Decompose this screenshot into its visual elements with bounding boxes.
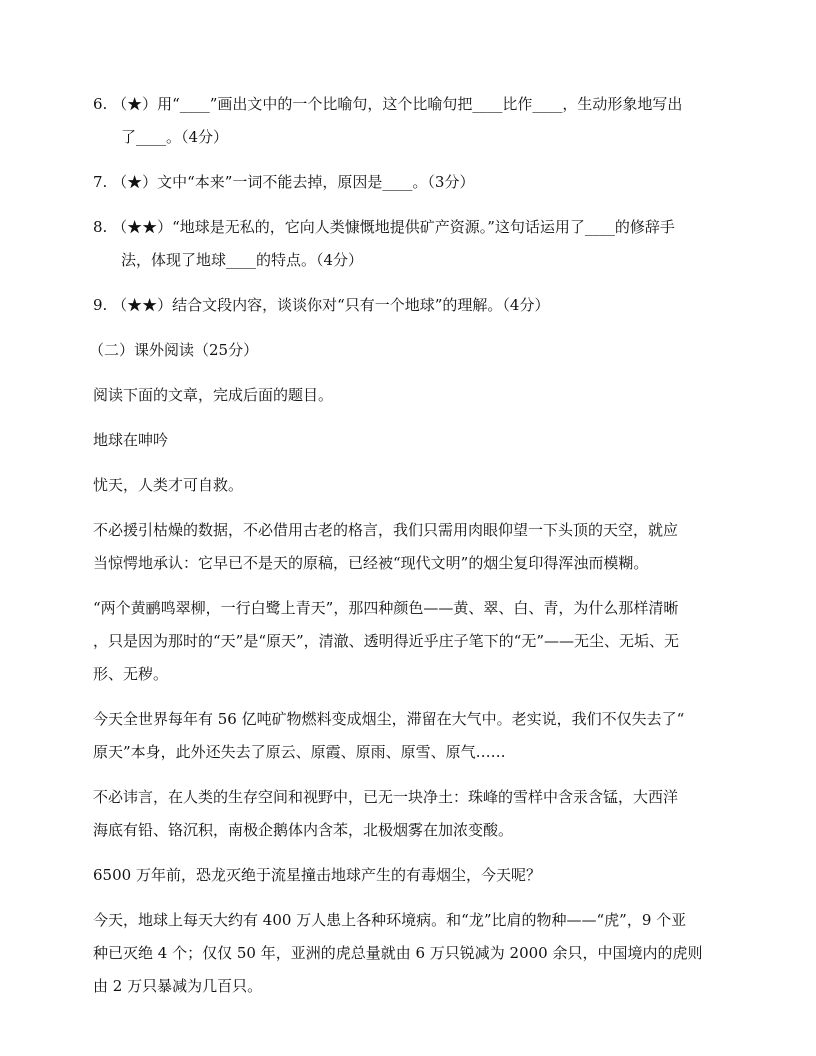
article-paragraph [93, 859, 733, 892]
paragraph-line: 今天，地球上每天大约有 400 万人患上各种环境病。和“龙”比肩的物种——“虎”，9 个亚 [93, 911, 687, 929]
document-content [89, 88, 733, 1015]
paragraph-line: 不必讳言，在人类的生存空间和视野中，已无一块净土：珠峰的雪样中含汞含锰，大西洋 [93, 788, 679, 806]
question-9-line-1: 9. （★★）结合文段内容，谈谈你对“只有一个地球”的理解。（4分） [93, 296, 550, 314]
section-heading: （二）课外阅读（25分） [89, 341, 259, 359]
paragraph-line: 不必援引枯燥的数据，不必借用古老的格言，我们只需用肉眼仰望一下头顶的天空，就应 [93, 521, 679, 539]
paragraph-line: 忧天，人类才可自救。 [93, 476, 244, 494]
paragraph-line: 当惊愕地承认：它早已不是天的原稿，已经被“现代文明”的烟尘复印得浑浊而模糊。 [93, 554, 649, 572]
article-title: 地球在呻吟 [93, 431, 169, 449]
article-paragraph [93, 514, 733, 580]
question-8 [93, 211, 733, 277]
question-6 [93, 88, 733, 154]
question-8-line-1: 8. （★★）“地球是无私的，它向人类慷慨地提供矿产资源。”这句话运用了____的修辞手 [93, 218, 675, 236]
article-paragraph [93, 469, 733, 502]
article-paragraph [93, 781, 733, 847]
article-paragraph [93, 904, 733, 1003]
paragraph-line: 6500 万年前，恐龙灭绝于流星撞击地球产生的有毒烟尘，今天呢？ [93, 866, 541, 884]
article-paragraph [93, 703, 733, 769]
paragraph-line: 今天全世界每年有 56 亿吨矿物燃料变成烟尘，滞留在大气中。老实说，我们不仅失去了“ [93, 710, 685, 728]
paragraph-line: 海底有铅、铬沉积，南极企鹅体内含苯，北极烟雾在加浓变酸。 [93, 821, 514, 839]
question-6-line-2: 了____。（4分） [121, 128, 229, 146]
paragraph-line: “两个黄鹂鸣翠柳，一行白鹭上青天”，那四种颜色——黄、翠、白、青，为什么那样清晰 [93, 599, 679, 617]
question-9 [93, 289, 733, 322]
paragraph-line: 形、无秽。 [93, 665, 169, 683]
question-7 [93, 166, 733, 199]
question-8-line-2: 法，体现了地球____的特点。（4分） [121, 251, 364, 269]
question-7-line-1: 7. （★）文中“本来”一词不能去掉，原因是____。（3分） [93, 173, 475, 191]
reading-instruction: 阅读下面的文章，完成后面的题目。 [93, 386, 334, 404]
paragraph-line: 原天”本身，此外还失去了原云、原霞、原雨、原雪、原气…… [93, 743, 506, 761]
question-6-line-1: 6. （★）用“____”画出文中的一个比喻句，这个比喻句把____比作____，生动形象地写出 [93, 95, 683, 113]
paragraph-line: ，只是因为那时的“天”是“原天”，清澈、透明得近乎庄子笔下的“无”——无尘、无垢、无 [93, 632, 680, 650]
article-paragraph [93, 592, 733, 691]
paragraph-line: 由 2 万只暴减为几百只。 [93, 977, 263, 995]
paragraph-line: 种已灭绝 4 个；仅仅 50 年，亚洲的虎总量就由 6 万只锐减为 2000 余只，中国境内的虎则 [93, 944, 703, 962]
